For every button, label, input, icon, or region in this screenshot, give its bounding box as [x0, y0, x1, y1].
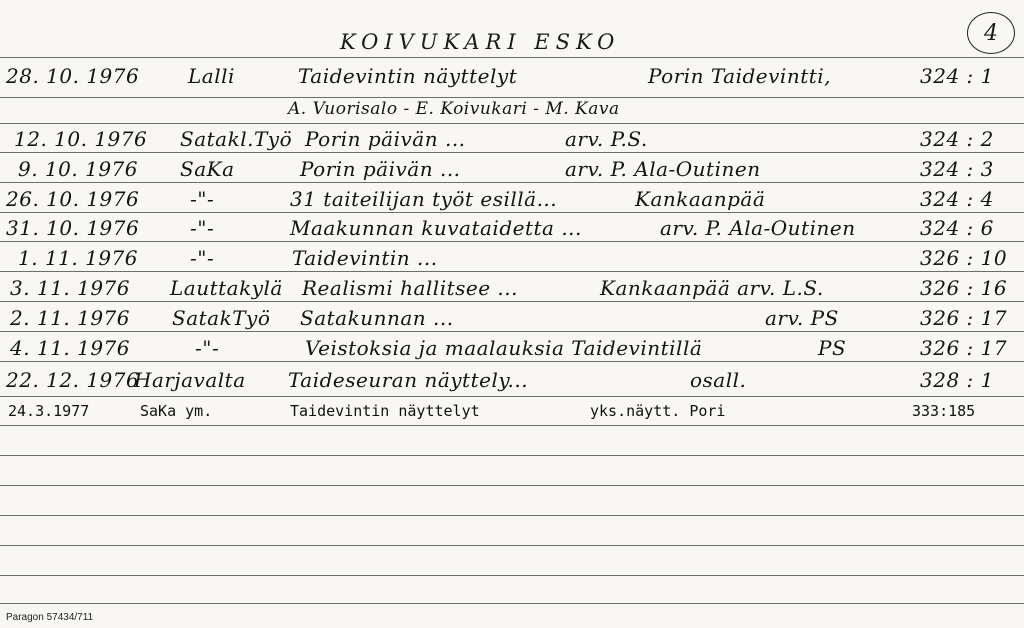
entry-headline: Taidevintin näyttelyt — [290, 402, 480, 420]
card-number-circle — [967, 12, 1015, 54]
entry-publication: -"- — [190, 216, 215, 240]
ruled-line — [0, 152, 1024, 153]
ruled-line — [0, 485, 1024, 486]
entry-publication: -"- — [190, 187, 215, 211]
entry-date: 24.3.1977 — [8, 402, 90, 420]
ruled-line — [0, 545, 1024, 546]
entry-date: 31. 10. 1976 — [6, 216, 140, 240]
entry-note: Kankaanpää — [635, 187, 766, 211]
ruled-line — [0, 455, 1024, 456]
entry-ref: 326 : 10 — [920, 246, 1008, 270]
entry-publication: -"- — [195, 336, 220, 360]
entry-publication: Lauttakylä — [170, 276, 283, 300]
entry-date: 2. 11. 1976 — [10, 306, 131, 330]
entry-note: PS — [818, 336, 847, 360]
ruled-line — [0, 241, 1024, 242]
entry-date: 28. 10. 1976 — [6, 64, 140, 88]
entry-publication: SatakTyö — [172, 306, 271, 330]
entry-date: 26. 10. 1976 — [6, 187, 140, 211]
entry-ref: 324 : 4 — [920, 187, 994, 211]
entry-ref: 333:185 — [912, 402, 976, 420]
ruled-line — [0, 603, 1024, 604]
entry-headline: Realismi hallitsee ... — [302, 276, 518, 300]
ruled-line — [0, 396, 1024, 397]
entry-publication: SaKa — [180, 157, 235, 181]
ruled-line — [0, 575, 1024, 576]
entry-note: yks.näytt. Pori — [590, 402, 726, 420]
entry-date: 1. 11. 1976 — [18, 246, 139, 270]
ruled-line — [0, 97, 1024, 98]
entry-headline: Taidevintin ... — [292, 246, 438, 270]
entry-ref: 324 : 1 — [920, 64, 994, 88]
entry-note: arv. P. Ala-Outinen — [660, 216, 856, 240]
entry-date: 12. 10. 1976 — [14, 127, 148, 151]
card-number: 4 — [984, 20, 998, 46]
ruled-line — [0, 57, 1024, 58]
entry-date: 3. 11. 1976 — [10, 276, 131, 300]
entry-headline: Taidevintin näyttelyt — [298, 64, 518, 88]
entry-publication: Harjavalta — [134, 368, 246, 392]
entry-note: osall. — [690, 368, 747, 392]
ruled-line — [0, 301, 1024, 302]
entry-headline: Maakunnan kuvataidetta ... — [290, 216, 582, 240]
entry-note: Kankaanpää arv. L.S. — [600, 276, 824, 300]
entry-note: arv. PS — [765, 306, 839, 330]
entry-ref: 326 : 17 — [920, 336, 1008, 360]
entry-ref: 326 : 16 — [920, 276, 1008, 300]
entry-publication: SaKa ym. — [140, 402, 213, 420]
ruled-line — [0, 515, 1024, 516]
entry-headline: Taideseuran näyttely... — [288, 368, 529, 392]
entry-note: arv. P.S. — [565, 127, 648, 151]
entry-ref: 324 : 2 — [920, 127, 994, 151]
entry-ref: 324 : 3 — [920, 157, 994, 181]
entry-publication: Satakl.Työ — [180, 127, 293, 151]
entry-date: 22. 12. 1976 — [6, 368, 140, 392]
entry-headline: A. Vuorisalo - E. Koivukari - M. Kava — [288, 99, 620, 119]
ruled-line — [0, 331, 1024, 332]
ruled-line — [0, 182, 1024, 183]
entry-publication: -"- — [190, 246, 215, 270]
ruled-line — [0, 123, 1024, 124]
card-title: KOIVUKARI ESKO — [340, 30, 621, 54]
ruled-line — [0, 212, 1024, 213]
entry-ref: 326 : 17 — [920, 306, 1008, 330]
entry-publication: Lalli — [188, 64, 235, 88]
entry-headline: Satakunnan ... — [300, 306, 454, 330]
entry-headline: Veistoksia ja maalauksia Taidevintillä — [305, 336, 703, 360]
entry-date: 9. 10. 1976 — [18, 157, 139, 181]
entry-ref: 328 : 1 — [920, 368, 994, 392]
entry-headline: Porin päivän ... — [300, 157, 461, 181]
card-footer: Paragon 57434/711 — [6, 612, 94, 623]
entry-date: 4. 11. 1976 — [10, 336, 131, 360]
entry-headline: 31 taiteilijan työt esillä... — [290, 187, 558, 211]
entry-headline: Porin päivän ... — [305, 127, 466, 151]
ruled-line — [0, 425, 1024, 426]
ruled-line — [0, 271, 1024, 272]
entry-note: Porin Taidevintti, — [648, 64, 832, 88]
ruled-line — [0, 361, 1024, 362]
entry-ref: 324 : 6 — [920, 216, 994, 240]
entry-note: arv. P. Ala-Outinen — [565, 157, 761, 181]
